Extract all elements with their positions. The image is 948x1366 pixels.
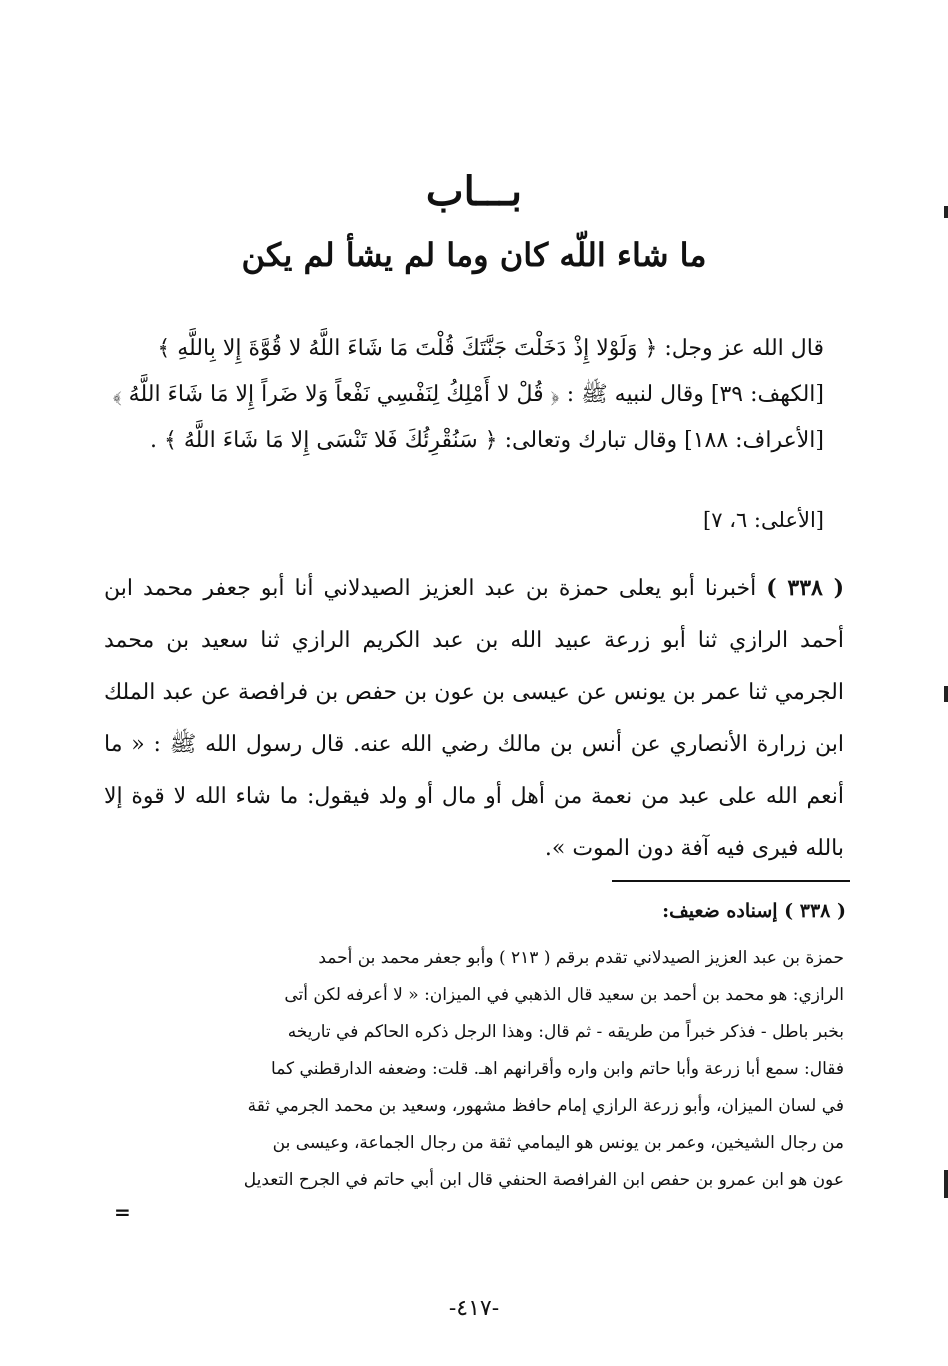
chapter-title: ما شاء اللّه كان وما لم يشأ لم يكن <box>241 236 707 274</box>
footnote-heading: ( ٣٣٨ ) إسناده ضعيف: <box>662 900 846 922</box>
footnote-line: فقال: سمع أبا زرعة وأبا حاتم وابن واره وأقرانهم اهـ. قلت: وضعفه الدارقطني كما <box>271 1059 844 1079</box>
footnote-divider <box>612 880 850 882</box>
hadith-line: آفة دون الموت ». <box>544 836 709 861</box>
scan-edge-mark <box>944 686 948 702</box>
verse-line: قال الله عز وجل: ﴿ وَلَوْلا إِذْ دَخَلْتَ جَنَّتَكَ قُلْتَ مَا شَاءَ اللَّهُ لا قُوَّةَ إِلا بِاللَّهِ ﴾ <box>157 336 824 361</box>
footnote-line: بخبر باطل - فذكر خبراً من طريقه - ثم قال: وهذا الرجل ذكره الحاكم في تاريخه <box>287 1022 844 1042</box>
verse-line: [الكهف: ٣٩] وقال لنبيه ﷺ : ﴿ قُلْ لا أَمْلِكُ لِنَفْسِي نَفْعاً وَلا ضَراً إِلا مَا شَاءَ اللَّهُ ﴾ <box>112 382 824 407</box>
scan-edge-mark <box>944 1170 948 1198</box>
verse-reference: [الأعلى: ٦، ٧] <box>703 508 824 532</box>
verse-line: [الأعراف: ١٨٨] وقال تبارك وتعالى: ﴿ سَنُقْرِئُكَ فَلا تَنْسَى إِلا مَا شَاءَ اللَّهُ ﴾ . <box>149 428 824 453</box>
hadith-line: أخبرنا أبو يعلى حمزة بن عبد العزيز الصيدلاني أنا أبو جعفر محمد <box>143 576 757 601</box>
page-number: -٤١٧- <box>448 1296 500 1321</box>
hadith-number: ( ٣٣٨ ) <box>766 575 844 601</box>
quran-verses <box>112 326 824 464</box>
footnote-line: من رجال الشيخين، وعمر بن يونس هو اليمامي ثقة من رجال الجماعة، وعيسى بن <box>272 1133 844 1153</box>
footnote-text <box>120 940 844 1199</box>
hadith-line: زرارة الأنصاري عن أنس بن مالك رضي الله عنه. قال رسول الله ﷺ : « ما أنعم الله <box>104 732 844 809</box>
footnote-line: الرازي: هو محمد بن أحمد بن سعيد قال الذهبي في الميزان: « لا أعرفه لكن أتى <box>284 985 844 1005</box>
hadith-line: ابن أحمد الرازي ثنا أبو زرعة عبيد الله بن عبد الكريم الرازي ثنا سعيد بن محمد <box>104 576 844 653</box>
hadith-line: على عبد من نعمة من أهل أو مال أو ولد فيقول: ما شاء الله لا قوة إلا بالله فيرى فيه <box>104 784 844 861</box>
continuation-mark: = <box>114 1200 131 1224</box>
footnote-line: عون هو ابن عمرو بن حفص ابن الفرافصة الحنفي قال ابن أبي حاتم في الجرح التعديل <box>243 1170 844 1190</box>
footnote-line: حمزة بن عبد العزيز الصيدلاني تقدم برقم ( ٢١٣ ) وأبو جعفر محمد بن أحمد <box>318 948 844 968</box>
chapter-label: بـــاب <box>425 168 523 215</box>
scan-edge-mark <box>944 206 948 218</box>
footnote-line: في لسان الميزان، وأبو زرعة الرازي إمام حافظ مشهور، وسعيد بن محمد الجرمي ثقة <box>247 1096 844 1116</box>
hadith-text <box>104 562 844 875</box>
hadith-line: الجرمي ثنا عمر بن يونس عن عيسى بن عون بن حفص بن فرافصة عن عبد الملك ابن <box>104 680 844 757</box>
